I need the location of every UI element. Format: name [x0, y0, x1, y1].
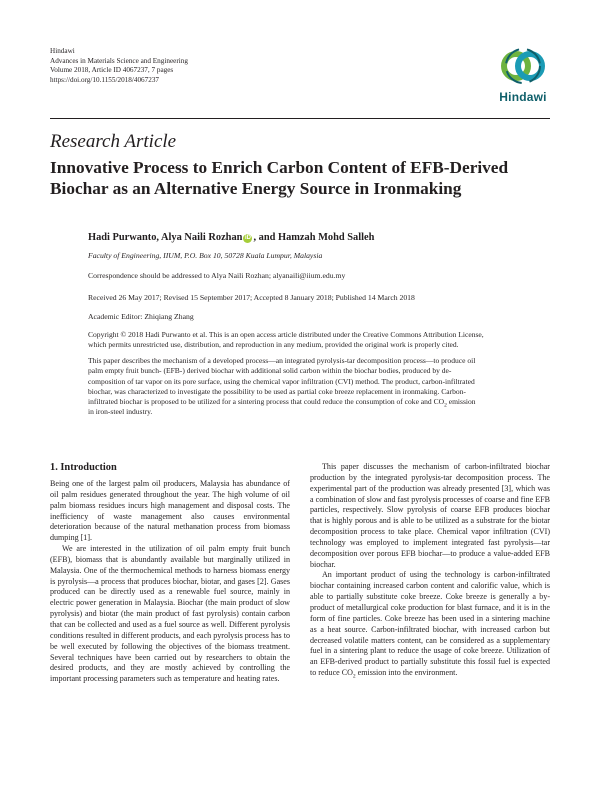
abstract — [88, 356, 550, 418]
article-title — [50, 157, 560, 199]
abstract-line: in iron-steel industry. — [88, 407, 153, 417]
right-column — [310, 462, 550, 679]
article-type: Research Article — [50, 131, 177, 152]
abstract-text: infiltrated biochar is proposed to be utilized for a sintering process that could reduce the consumption of coke and CO — [88, 397, 445, 407]
publication-dates: Received 26 May 2017; Revised 15 September 2017; Accepted 8 January 2018; Published 14 March 2018 — [88, 293, 415, 302]
abstract-line: composition of tar vapor on its pore surface, using the chemical vapor infiltration (CVI) method. The product, carbon-infiltrated — [88, 376, 475, 386]
doi-link[interactable]: https://doi.org/10.1155/2018/4067237 — [50, 75, 160, 84]
volume-info: Volume 2018, Article ID 4067237, 7 pages — [50, 66, 174, 75]
title-line: Innovative Process to Enrich Carbon Content of EFB-Derived — [50, 158, 509, 177]
paragraph-text: An important product of using the technology is carbon-infiltrated biochar containing increased carbon content and calorific value, which is able to partially substitute coke breeze. Coke breeze is generally a by-product of metallurgical coke production for blast furnace, and it is in the form of fine particles. Coke breeze has been used in a sintering machine as a heat source. Carbon-infiltrated biochar, with increased carbon but decreased volatile matters content, can be considered as a supplementary fuel in a sintering plant to reduce the usage of coke breeze. Utilization of an EFB-derived product to partially substitute this fossil fuel is expected to reduce CO — [310, 570, 550, 678]
journal-info — [50, 47, 188, 85]
hindawi-logo — [490, 44, 556, 106]
copyright-notice — [88, 330, 550, 351]
author-list — [88, 232, 374, 243]
paragraph: This paper discusses the mechanism of carbon-infiltrated biochar production by the integrated pyrolysis-tar decomposition process. The experimental part of the production was already presented [3], which was a combination of slow and fast pyrolysis processes of coarse and fine EFB particles, respectively. Slow pyrolysis of coarse EFB produces biochar that is highly porous and is able to be utilized as a substrate for the biotar decomposition process to take place. Chemical vapor infiltration (CVI) technology was employed to implement integrated fast pyrolysis—tar decomposition over porous EFB biochar—to produce a value-added EFB biochar. — [310, 462, 550, 569]
paragraph — [310, 570, 550, 678]
logo-wordmark: Hindawi — [499, 90, 547, 104]
publisher-name: Hindawi — [50, 47, 75, 55]
title-line: Biochar as an Alternative Energy Source in Ironmaking — [50, 179, 462, 198]
copyright-line: which permits unrestricted use, distribution, and reproduction in any medium, provided the original work is properly cited. — [88, 340, 459, 350]
abstract-text: emission — [446, 397, 476, 407]
left-column — [50, 462, 290, 685]
journal-name: Advances in Materials Science and Engineering — [50, 56, 188, 65]
affiliation: Faculty of Engineering, IIUM, P.O. Box 10, 50728 Kuala Lumpur, Malaysia — [88, 251, 323, 260]
abstract-line: This paper describes the mechanism of a developed process—an integrated pyrolysis-tar decomposition process—to produce oil — [88, 356, 476, 365]
subscript: 2 — [352, 673, 356, 680]
orcid-icon[interactable]: iD — [244, 235, 251, 241]
paragraph-text: emission into the environment. — [355, 668, 458, 678]
correspondence: Correspondence should be addressed to Alya Naili Rozhan; alyanaili@iium.edu.my — [88, 271, 346, 280]
header-divider — [50, 118, 550, 119]
abstract-line: palm empty fruit bunch- (EFB-) derived biochar with additional solid carbon within the biochar bodies, produced by de- — [88, 366, 452, 376]
academic-editor: Academic Editor: Zhiqiang Zhang — [88, 312, 194, 321]
paragraph: We are interested in the utilization of oil palm empty fruit bunch (EFB), biomass that is abundantly available but marginally utilized in Malaysia. One of the thermochemical methods to harness biomass energy is pyrolysis—a process that produces biochar, biotar, and gases [2]. Gases produced can be directly used as a renewable fuel source, mainly in electric power generation in Malaysia. Biochar (the main product of slow pyrolysis) and biotar (the main product of fast pyrolysis) contain carbon that can be collected and used as a fuel source as well. Different pyrolysis conditions resulted in different products, and each pyrolysis process has to be well executed by following the objectives of the biomass treatment. Several techniques have been carried out by researchers to obtain the desired products, and they are mostly achieved by controlling the important processing parameters such as temperature and heating rates. — [50, 544, 290, 684]
subscript: 2 — [444, 402, 447, 409]
copyright-line: Copyright © 2018 Hadi Purwanto et al. This is an open access article distributed under the Creative Commons Attribution License, — [88, 330, 484, 339]
hindawi-logo-icon — [490, 44, 556, 90]
authors-rest: , and Hamzah Mohd Salleh — [253, 232, 375, 243]
authors-first: Hadi Purwanto, Alya Naili Rozhan — [88, 232, 243, 243]
abstract-line: biochar, was characterized to investigate the possibility to be used as partial coke breeze replacement in ironmaking. Carbon- — [88, 386, 466, 396]
abstract-line — [88, 397, 550, 407]
section-heading: 1. Introduction — [50, 462, 117, 473]
paragraph: Being one of the largest palm oil producers, Malaysia has abundance of oil palm residues generated throughout the year. The high volume of oil palm biomass residues incurs high management and disposal costs. The inefficiency of waste management also causes environmental deterioration because of the natural methanation process from biomass dumping [1]. — [50, 479, 290, 543]
